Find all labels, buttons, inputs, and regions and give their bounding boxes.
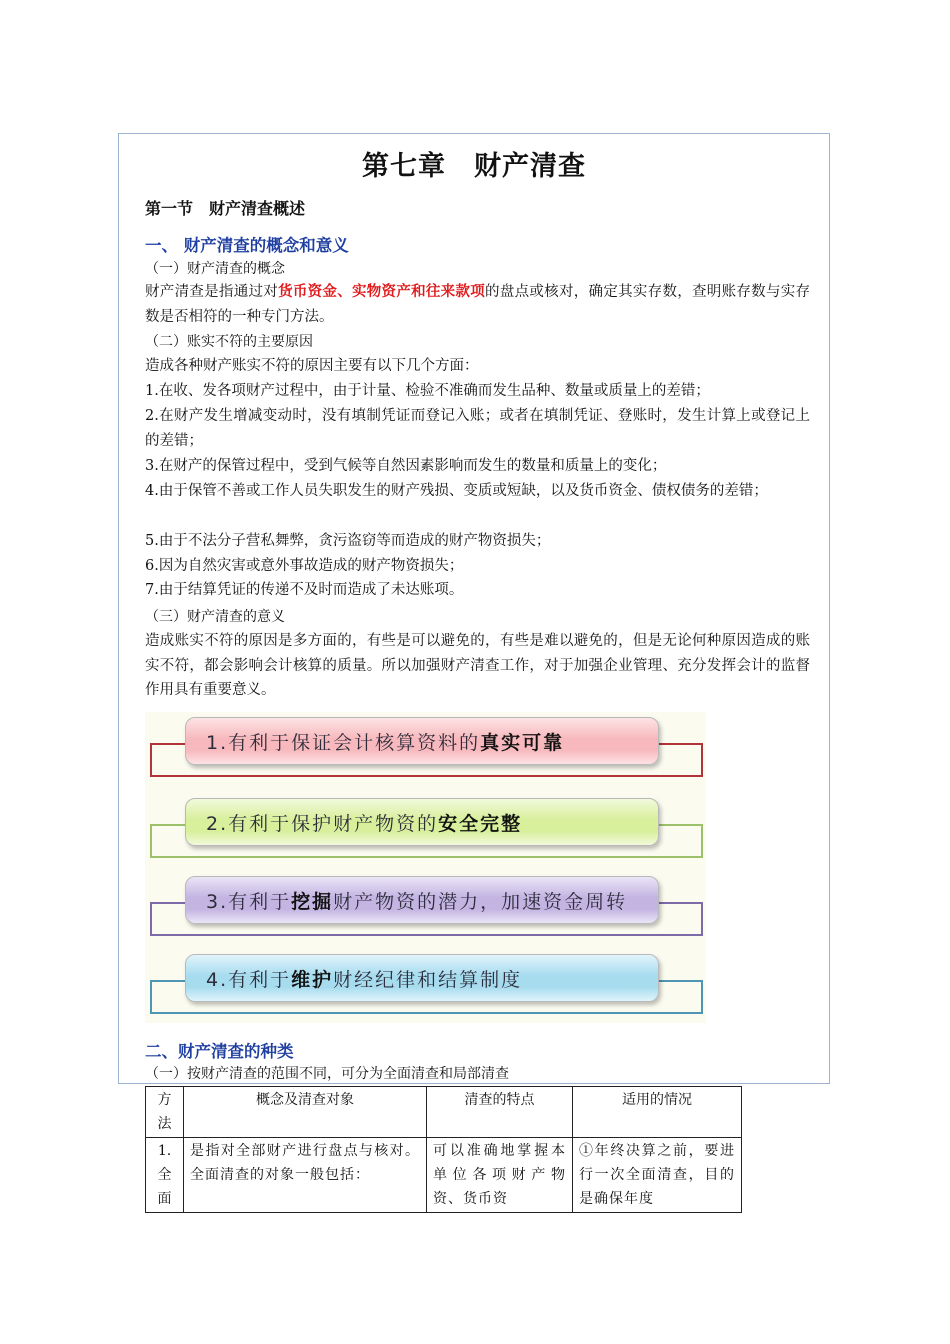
table-row — [146, 1138, 742, 1213]
header-applicable: 适用的情况 — [573, 1087, 742, 1138]
table-cell: ①年终决算之前，要进行一次全面清查，目的是确保年度 — [573, 1138, 742, 1213]
reasons-intro: 造成各种财产账实不符的原因主要有以下几个方面： — [145, 358, 479, 374]
subheading-concept: （一）财产清查的概念 — [145, 261, 285, 277]
header-concept: 概念及清查对象 — [184, 1087, 427, 1138]
subheading-reasons: （二）账实不符的主要原因 — [145, 334, 313, 350]
diagram-item: 2.有利于保护财产物资的 安全完整 — [185, 798, 659, 846]
subheading-scope: （一）按财产清查的范围不同，可分为全面清查和局部清查 — [145, 1066, 509, 1082]
diagram-item: 1.有利于保证会计核算资料的 真实可靠 — [185, 717, 659, 765]
table-cell: 是指对全部财产进行盘点与核对。全面清查的对象一般包括： — [184, 1138, 427, 1213]
reason-item: 6.因为自然灾害或意外事故造成的财产物资损失； — [145, 558, 464, 574]
reason-item: 4.由于保管不善或工作人员失职发生的财产残损、变质或短缺，以及货币资金、债权债务的差错； — [145, 483, 768, 499]
subheading-significance: （三）财产清查的意义 — [145, 609, 285, 625]
types-table — [145, 1086, 742, 1213]
reason-item: 2.在财产发生增减变动时，没有填制凭证而登记入账；或者在填制凭证、登账时，发生计算上或登记上的差错； — [145, 408, 810, 449]
significance-paragraph: 造成账实不符的原因是多方面的，有些是可以避免的，有些是难以避免的，但是无论何种原因造成的账实不符，都会影响会计核算的质量。所以加强财产清查工作，对于加强企业管理、充分发挥会计的监督作用具有重要意义。 — [145, 633, 810, 698]
diagram-item: 4.有利于 维护 财经纪律和结算制度 — [185, 954, 659, 1002]
reason-item: 3.在财产的保管过程中，受到气候等自然因素影响而发生的数量和质量上的变化； — [145, 458, 667, 474]
significance-diagram — [145, 712, 706, 1023]
table-cell: 可以准确地掌握本单位各项财产物资、货币资 — [427, 1138, 573, 1213]
chapter-title: 第七章 财产清查 — [362, 151, 586, 182]
reason-item: 1.在收、发各项财产过程中，由于计量、检验不准确而发生品种、数量或质量上的差错； — [145, 383, 710, 399]
reason-item: 5.由于不法分子营私舞弊，贪污盗窃等而造成的财产物资损失； — [145, 533, 551, 549]
heading-concept-significance: 一、 财产清查的概念和意义 — [145, 236, 349, 255]
definition-text-end: 的盘点或核对，确定其实存数，查明账存数与实存数是否相符的一种专门方法。 — [145, 284, 811, 325]
table-header-row — [146, 1087, 742, 1138]
section-title: 第一节 财产清查概述 — [145, 199, 306, 218]
table-cell: 1.全面 — [146, 1138, 184, 1213]
heading-types: 二、财产清查的种类 — [145, 1042, 294, 1061]
header-method: 方法 — [146, 1087, 184, 1138]
definition-paragraph — [145, 280, 810, 329]
definition-highlight: 货币资金、实物资产和往来款项 — [278, 283, 486, 300]
diagram-item: 3.有利于 挖掘 财产物资的潜力，加速资金周转 — [185, 876, 659, 924]
definition-text-start: 财产清查是指通过对 — [145, 284, 279, 300]
reason-item: 7.由于结算凭证的传递不及时而造成了未达账项。 — [145, 582, 464, 598]
header-features: 清查的特点 — [427, 1087, 573, 1138]
